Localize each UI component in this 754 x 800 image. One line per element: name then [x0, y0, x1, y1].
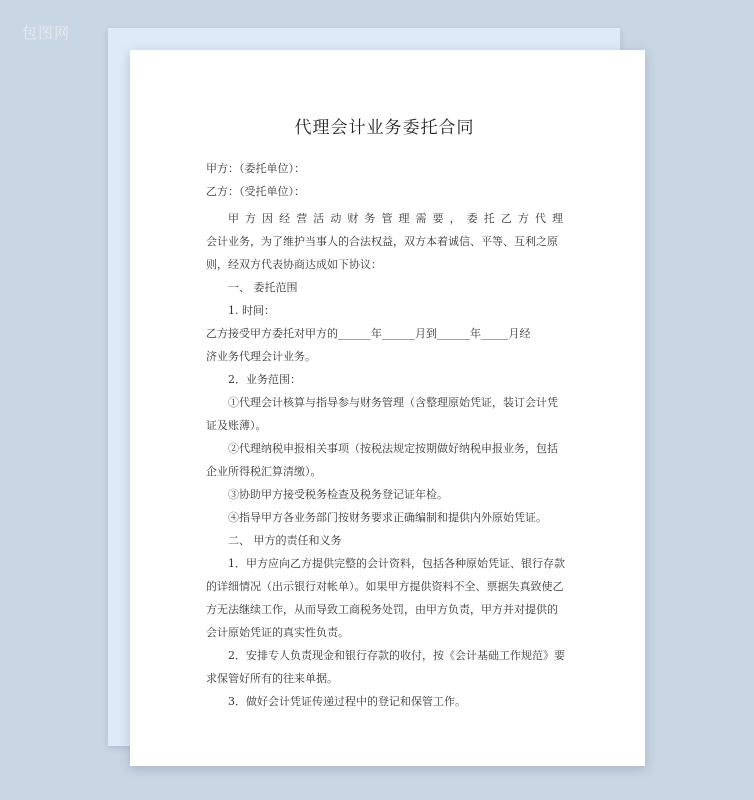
scope-line-2: 证及账薄）。 — [206, 419, 267, 432]
intro-line-1: 甲方因经营活动财务管理需要，委托乙方代理 — [228, 212, 563, 225]
duty-line-5: 2．安排专人负责现金和银行存款的收付，按《会计基础工作规范》要 — [228, 649, 565, 662]
scope-line-1: ①代理会计核算与指导参与财务管理（含整理原始凭证，装订会计凭 — [228, 396, 558, 409]
scope-line-6: ④指导甲方各业务部门按财务要求正确编制和提供内外原始凭证。 — [228, 511, 547, 524]
duty-line-1: 1．甲方应向乙方提供完整的会计资料，包括各种原始凭证、银行存款 — [228, 557, 565, 570]
party-b-line: 乙方：（受托单位）： — [206, 185, 305, 198]
duty-line-4: 会计原始凭证的真实性负责。 — [206, 626, 349, 639]
intro-line-2: 会计业务，为了维护当事人的合法权益，双方本着诚信、平等、互利之原 — [206, 235, 558, 248]
intro-line-3: 则，经双方代表协商达成如下协议： — [206, 258, 382, 271]
item-1-text-line-2: 济业务代理会计业务。 — [206, 350, 316, 363]
scope-line-3: ②代理纳税申报相关事项（按税法规定按期做好纳税申报业务，包括 — [228, 442, 558, 455]
section-1-heading: 一、 委托范围 — [228, 281, 298, 294]
document-title: 代理会计业务委托合同 — [294, 118, 475, 138]
duty-line-7: 3．做好会计凭证传递过程中的登记和保管工作。 — [228, 695, 466, 708]
watermark: 包图网 — [22, 24, 71, 42]
duty-line-3: 方无法继续工作，从而导致工商税务处罚，由甲方负责，甲方并对提供的 — [206, 603, 558, 616]
item-1-label: 1. 时间： — [228, 304, 275, 317]
scope-line-5: ③协助甲方接受税务检查及税务登记证年检。 — [228, 488, 448, 501]
item-1-text-line-1: 乙方接受甲方委托对甲方的______年______月到______年_____月经 — [206, 327, 531, 340]
document-page — [130, 50, 645, 766]
scope-line-4: 企业所得税汇算清缴）。 — [206, 465, 322, 478]
section-2-heading: 二、 甲方的责任和义务 — [228, 534, 342, 547]
item-2-label: 2．业务范围： — [228, 373, 301, 386]
party-a-line: 甲方：（委托单位）： — [206, 162, 305, 175]
duty-line-6: 求保管好所有的往来单据。 — [206, 672, 338, 685]
duty-line-2: 的详细情况（出示银行对帐单）。如果甲方提供资料不全、票据失真致使乙 — [206, 580, 564, 593]
